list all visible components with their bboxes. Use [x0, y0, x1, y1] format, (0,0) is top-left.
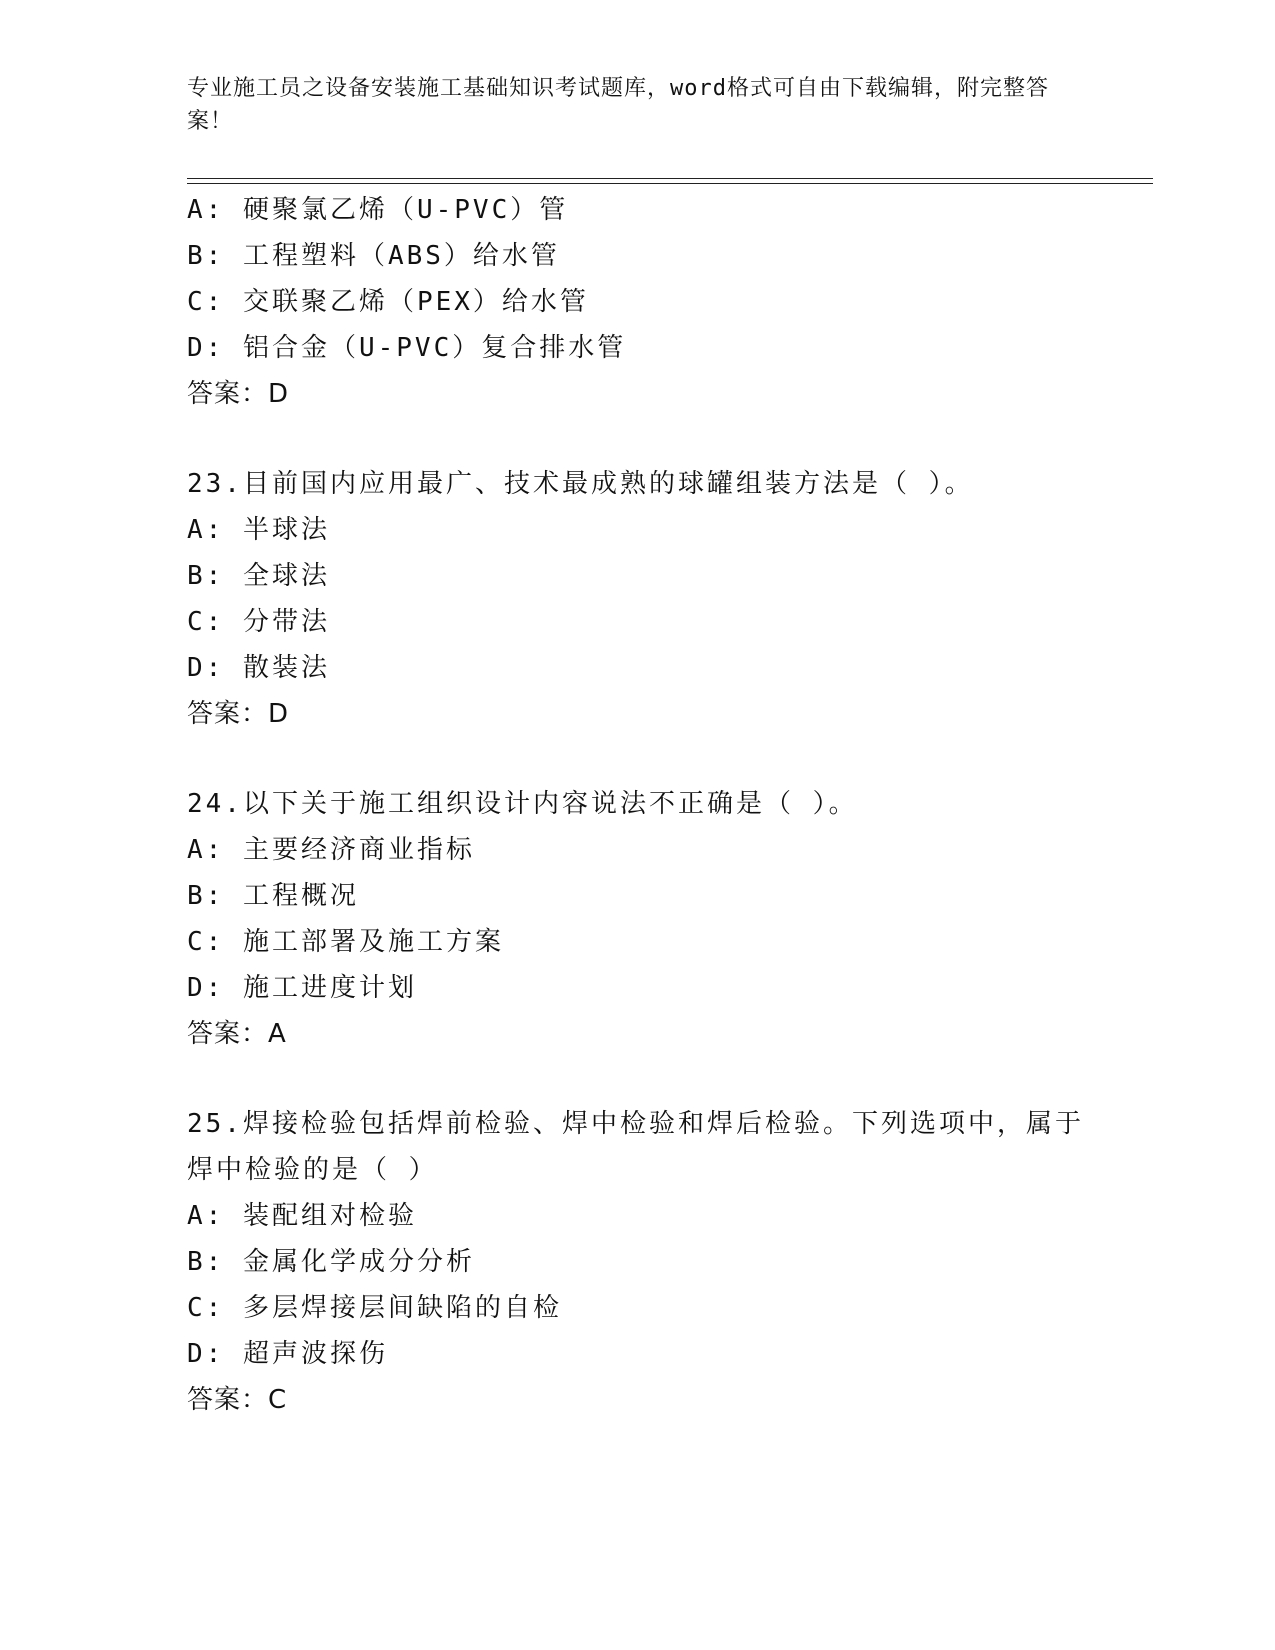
question-text: 25.焊接检验包括焊前检验、焊中检验和焊后检验。下列选项中，属于焊中检验的是（ ）	[187, 1109, 1084, 1185]
header-divider-bottom	[187, 183, 1153, 184]
option-a: A: 硬聚氯乙烯（U-PVC）管	[187, 195, 569, 225]
option-c: C: 施工部署及施工方案	[187, 927, 504, 957]
question-block-22	[187, 187, 1147, 417]
option-b: B: 工程概况	[187, 881, 359, 911]
option-d: D: 超声波探伤	[187, 1339, 388, 1369]
answer: 答案：C	[187, 1385, 288, 1415]
question-text: 23.目前国内应用最广、技术最成熟的球罐组装方法是（ ）。	[187, 469, 974, 499]
option-a: A: 装配组对检验	[187, 1201, 417, 1231]
option-a: A: 主要经济商业指标	[187, 835, 475, 865]
option-b: B: 全球法	[187, 561, 330, 591]
document-header: 专业施工员之设备安装施工基础知识考试题库，word格式可自由下载编辑，附完整答案！	[187, 76, 1049, 134]
answer: 答案：D	[187, 699, 290, 729]
answer: 答案：D	[187, 379, 290, 409]
option-d: D: 施工进度计划	[187, 973, 417, 1003]
option-c: C: 交联聚乙烯（PEX）给水管	[187, 287, 589, 317]
question-block-25	[187, 1101, 1147, 1423]
option-b: B: 工程塑料（ABS）给水管	[187, 241, 560, 271]
option-b: B: 金属化学成分分析	[187, 1247, 475, 1277]
option-c: C: 多层焊接层间缺陷的自检	[187, 1293, 562, 1323]
option-d: D: 铝合金（U-PVC）复合排水管	[187, 333, 627, 363]
question-list	[187, 187, 1147, 1423]
question-text: 24.以下关于施工组织设计内容说法不正确是（ ）。	[187, 789, 858, 819]
question-block-23	[187, 461, 1147, 737]
option-c: C: 分带法	[187, 607, 330, 637]
option-a: A: 半球法	[187, 515, 330, 545]
question-block-24	[187, 781, 1147, 1057]
option-d: D: 散装法	[187, 653, 330, 683]
header-divider-top	[187, 178, 1153, 179]
answer: 答案：A	[187, 1019, 287, 1049]
